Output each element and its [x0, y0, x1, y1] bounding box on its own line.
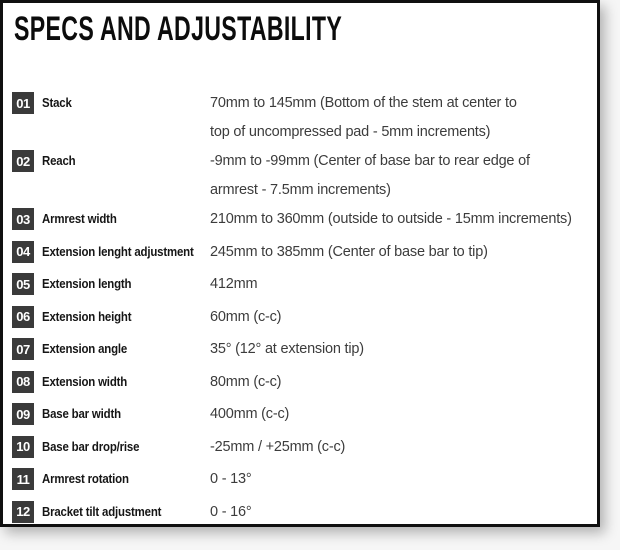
spec-number-badge — [12, 241, 34, 263]
spec-value: 400mm (c-c) — [210, 406, 290, 422]
spec-value: 70mm to 145mm (Bottom of the stem at center to top of uncompressed pad - 5mm increments) — [210, 95, 517, 140]
spec-value: 0 - 16° — [210, 503, 252, 520]
spec-number-badge — [12, 306, 34, 328]
spec-label: Extension angle — [42, 341, 128, 356]
spec-value: 80mm (c-c) — [210, 373, 282, 390]
spec-row — [12, 92, 597, 147]
spec-label-cell — [42, 273, 210, 295]
spec-label-cell — [42, 306, 210, 328]
spec-row — [12, 501, 597, 523]
spec-row — [12, 306, 597, 328]
spec-value: 0 - 13° — [210, 471, 252, 487]
spec-row — [12, 241, 597, 263]
spec-value: 60mm (c-c) — [210, 308, 282, 325]
spec-row — [12, 150, 597, 205]
spec-label-cell — [42, 403, 210, 425]
spec-label: Extension lenght adjustment — [42, 243, 194, 259]
spec-value: -25mm / +25mm (c-c) — [210, 438, 346, 455]
spec-number: 09 — [16, 406, 30, 422]
spec-number: 10 — [16, 439, 30, 454]
spec-number-badge — [12, 468, 34, 490]
spec-value: 35° (12° at extension tip) — [210, 341, 364, 357]
spec-label-cell — [42, 436, 210, 458]
spec-label-cell — [42, 468, 210, 490]
spec-number-badge — [12, 92, 34, 114]
spec-label: Base bar width — [42, 406, 121, 421]
spec-number: 03 — [16, 211, 30, 227]
spec-number: 02 — [16, 153, 30, 169]
spec-number-badge — [12, 273, 34, 295]
spec-number: 07 — [16, 341, 30, 357]
spec-label-cell — [42, 501, 210, 523]
spec-number-badge — [12, 403, 34, 425]
spec-label-cell — [42, 92, 210, 114]
spec-row — [12, 403, 597, 425]
spec-number-badge — [12, 208, 34, 230]
spec-label: Stack — [42, 95, 72, 110]
spec-number: 06 — [16, 309, 30, 324]
spec-number-badge — [12, 371, 34, 393]
spec-number: 08 — [16, 374, 30, 389]
spec-number: 11 — [16, 471, 30, 487]
spec-row — [12, 436, 597, 458]
spec-label: Extension length — [42, 276, 132, 291]
spec-number-badge — [12, 150, 34, 172]
spec-label-cell — [42, 338, 210, 360]
spec-value: 245mm to 385mm (Center of base bar to tip) — [210, 243, 488, 260]
spec-row — [12, 468, 597, 490]
spec-label: Base bar drop/rise — [42, 438, 140, 454]
spec-label: Reach — [42, 153, 76, 168]
spec-row — [12, 208, 597, 230]
specs-list — [12, 92, 597, 523]
spec-row — [12, 338, 597, 360]
page-title — [14, 11, 597, 47]
spec-number-badge — [12, 436, 34, 458]
spec-label: Armrest width — [42, 211, 117, 226]
spec-number: 05 — [16, 276, 30, 292]
page-title-text: SPECS AND ADJUSTABILITY — [14, 10, 343, 48]
spec-number: 01 — [16, 95, 30, 111]
spec-label-cell — [42, 150, 210, 172]
spec-number: 04 — [16, 244, 30, 259]
spec-number: 12 — [16, 504, 30, 519]
spec-label: Bracket tilt adjustment — [42, 503, 162, 519]
spec-number-badge — [12, 338, 34, 360]
spec-label-cell — [42, 371, 210, 393]
spec-value: 210mm to 360mm (outside to outside - 15mm increments) — [210, 211, 572, 227]
spec-number-badge — [12, 501, 34, 523]
spec-label-cell — [42, 241, 210, 263]
spec-value: -9mm to -99mm (Center of base bar to rear edge of armrest - 7.5mm increments) — [210, 153, 530, 198]
spec-row — [12, 371, 597, 393]
spec-value: 412mm — [210, 276, 258, 292]
spec-label-cell — [42, 208, 210, 230]
spec-label: Armrest rotation — [42, 471, 129, 486]
spec-row — [12, 273, 597, 295]
spec-label: Extension width — [42, 373, 128, 389]
spec-label: Extension height — [42, 308, 132, 324]
